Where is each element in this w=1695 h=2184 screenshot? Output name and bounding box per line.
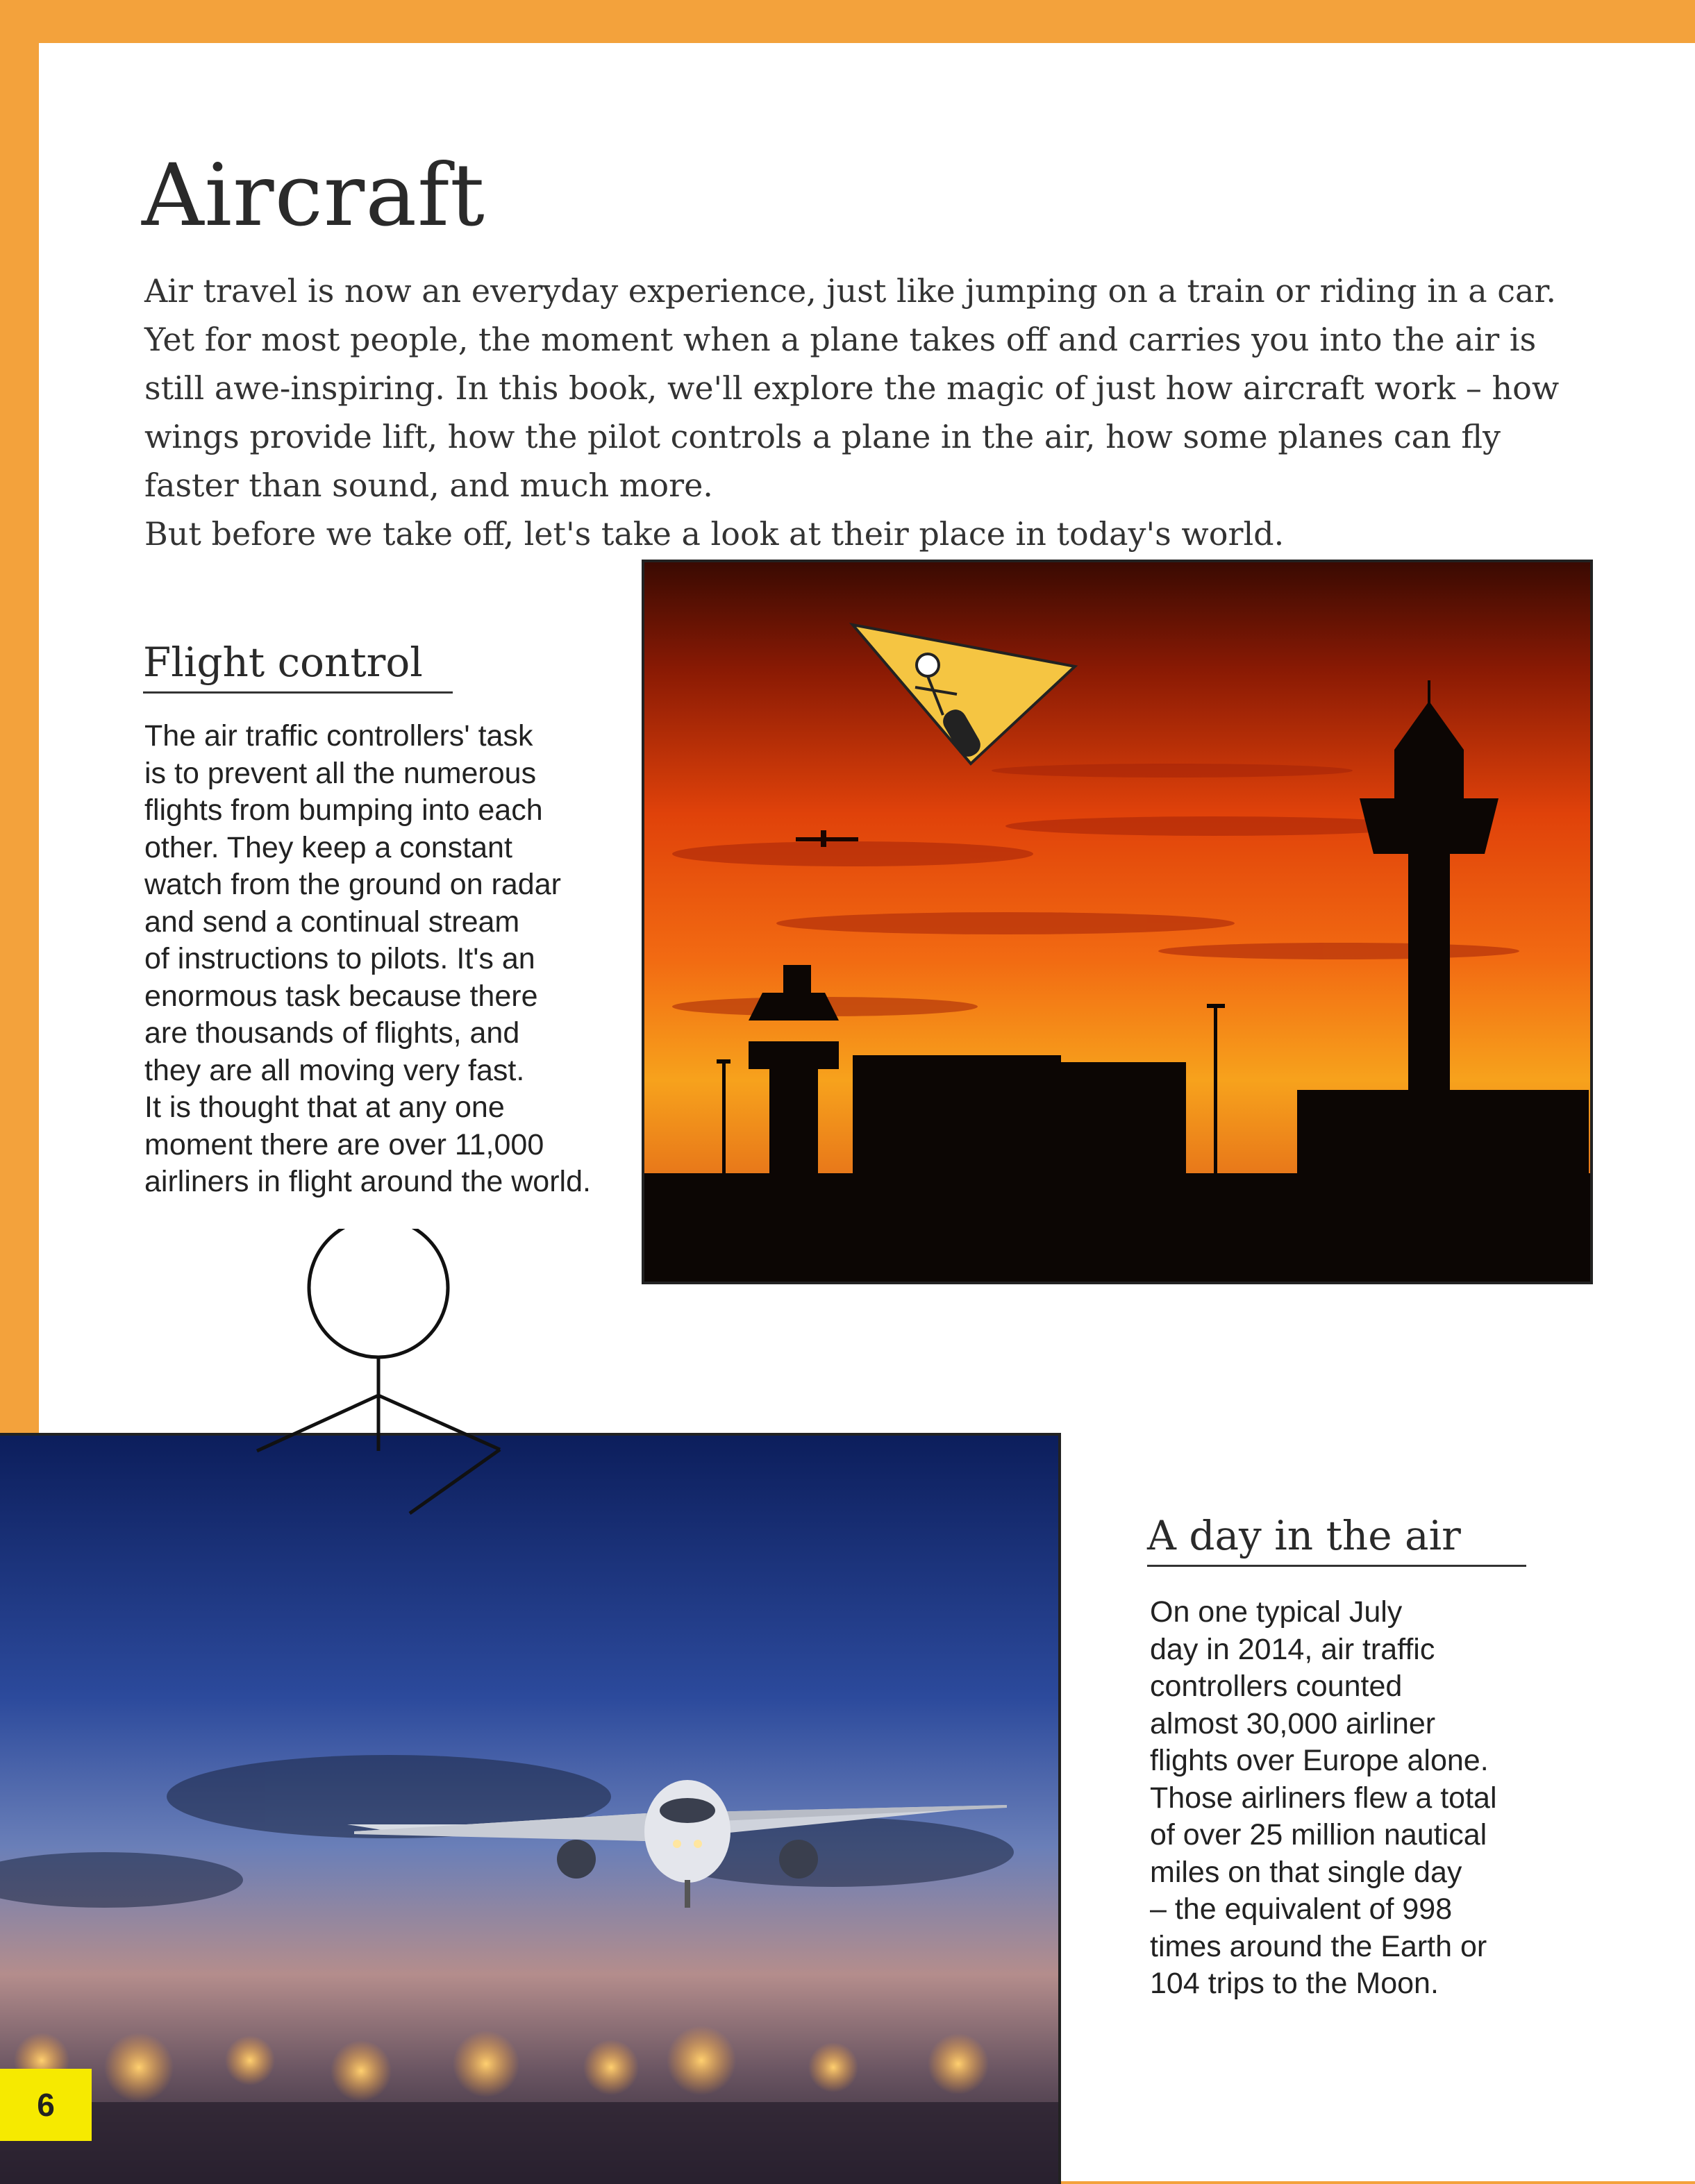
intro-text (144, 267, 1589, 558)
control-tower-sunset-photo (642, 560, 1593, 1284)
intro-paragraph-1: Air travel is now an everyday experience, just like jumping on a train or riding in a car. Yet for most people, the moment when a plane takes off and carries you into the air is still awe-inspiring. In this book, we'll explore the magic of just how aircraft work – how wings provide lift, how the pilot controls a plane in the air, how some planes can fly faster than sound, and much more. (144, 272, 1560, 504)
intro-paragraph-2: But before we take off, let's take a look at their place in today's world. (144, 515, 1285, 553)
hang-glider-cartoon (846, 618, 1096, 784)
stick-figure-doodle (243, 1229, 507, 1520)
page-title: Aircraft (142, 146, 485, 246)
airliner-takeoff-photo (0, 1433, 1061, 2184)
section-text-flight-control: The air traffic controllers' task is to prevent all the numerous flights from bumping into each other. They keep a constant watch from the ground on radar and send a continual stream of instructions to pilots. It's an enormous task because there are thousands of flights, and they are all moving very fast. It is thought that at any one moment there are over 11,000 airliners in flight around the world. (144, 719, 591, 1198)
page-number: 6 (0, 2069, 92, 2141)
section-heading-day-in-air: A day in the air (1147, 1512, 1526, 1567)
section-heading-flight-control: Flight control (143, 639, 453, 694)
section-text-day-in-air: On one typical July day in 2014, air traffic controllers counted almost 30,000 airliner flights over Europe alone. Those airliners flew a total of over 25 million nautical miles on that single day – the equivalent of 998 times around the Earth or 104 trips to the Moon. (1150, 1595, 1497, 2000)
